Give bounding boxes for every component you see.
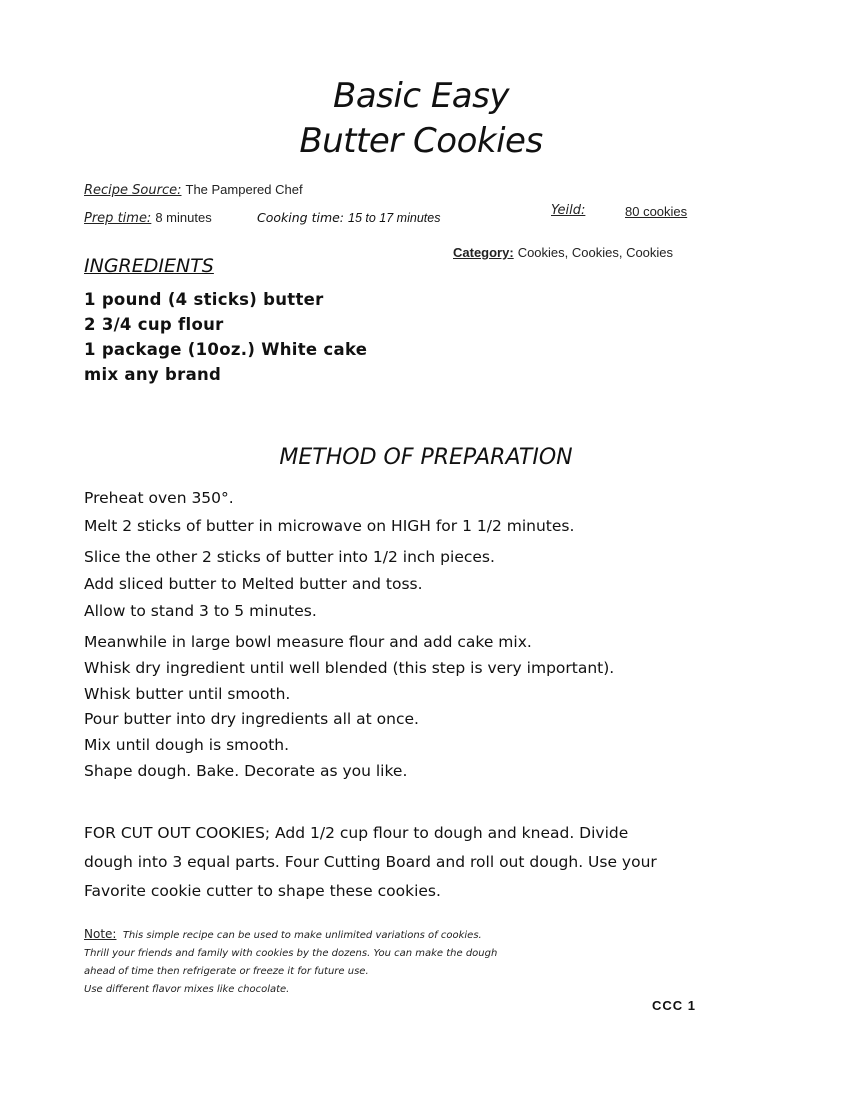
note-line: Thrill your friends and family with cookies by the dozens. You can make the dough (84, 948, 498, 959)
method-step: Melt 2 sticks of butter in microwave on HIGH for 1 1/2 minutes. (84, 517, 575, 535)
method-step: Preheat oven 350°. (84, 489, 234, 507)
method-step: Add sliced butter to Melted butter and toss. (84, 575, 423, 593)
cutout-line: FOR CUT OUT COOKIES; Add 1/2 cup flour to dough and knead. Divide (84, 824, 629, 842)
method-heading-text: METHOD OF PREPARATION (279, 445, 573, 470)
prep-time-value: 8 minutes (155, 210, 212, 225)
yield-value: 80 cookies (625, 204, 688, 219)
recipe-note (84, 925, 497, 999)
ingredient-item: mix any brand (84, 365, 222, 384)
note-first-line (84, 925, 497, 945)
cooking-time-row (257, 209, 440, 227)
method-heading (0, 445, 842, 470)
method-step: Mix until dough is smooth. (84, 736, 290, 754)
recipe-title-line-2: Butter Cookies (299, 121, 543, 161)
cooking-time-label: Cooking time: (257, 210, 345, 225)
category-label: Category: (453, 245, 514, 260)
prep-time-label: Prep time: (84, 211, 152, 226)
note-line: Use different flavor mixes like chocolate. (84, 984, 290, 995)
ingredient-item: 1 package (10oz.) White cake (84, 340, 368, 359)
recipe-source-label: Recipe Source: (84, 183, 182, 198)
note-line: ahead of time then refrigerate or freeze it for future use. (84, 966, 369, 977)
page-code: CCC 1 (652, 998, 697, 1013)
recipe-source-value: The Pampered Chef (185, 182, 303, 197)
cutout-cookies-instructions (84, 819, 657, 906)
method-step: Slice the other 2 sticks of butter into 1/2 inch pieces. (84, 548, 495, 566)
note-line: This simple recipe can be used to make unlimited variations of cookies. (122, 930, 482, 941)
method-step: Pour butter into dry ingredients all at once. (84, 710, 419, 728)
yield-label: Yeild: (551, 203, 586, 218)
ingredient-item: 1 pound (4 sticks) butter (84, 290, 324, 309)
method-step: Shape dough. Bake. Decorate as you like. (84, 762, 408, 780)
cutout-line: Favorite cookie cutter to shape these cookies. (84, 882, 441, 900)
ingredients-heading: INGREDIENTS (84, 255, 214, 277)
method-step: Meanwhile in large bowl measure flour and add cake mix. (84, 633, 532, 651)
cooking-time-value: 15 to 17 minutes (348, 211, 441, 225)
prep-time-row (84, 209, 212, 227)
category-row (453, 244, 673, 262)
ingredient-item: 2 3/4 cup flour (84, 315, 224, 334)
method-step: Allow to stand 3 to 5 minutes. (84, 602, 317, 620)
note-label: Note: (84, 927, 117, 941)
method-step: Whisk butter until smooth. (84, 685, 291, 703)
recipe-source-row (84, 181, 303, 199)
method-step: Whisk dry ingredient until well blended (this step is very important). (84, 659, 615, 677)
recipe-title-line-1: Basic Easy (333, 76, 509, 116)
category-value: Cookies, Cookies, Cookies (517, 245, 674, 260)
method-steps (84, 489, 614, 788)
ingredients-list (84, 287, 367, 387)
cutout-line: dough into 3 equal parts. Four Cutting Board and roll out dough. Use your (84, 853, 657, 871)
